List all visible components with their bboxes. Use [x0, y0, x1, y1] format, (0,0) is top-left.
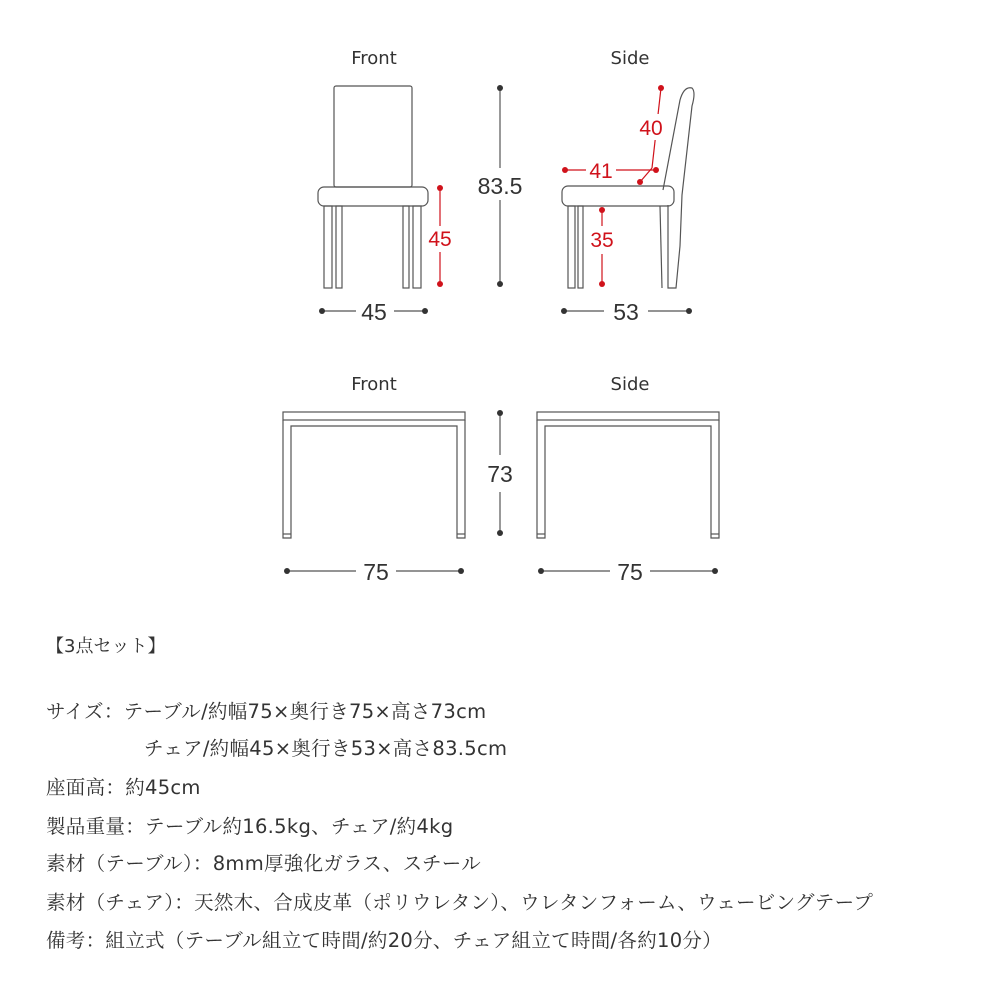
spec-material-chair — [46, 887, 873, 915]
spec-size-chair-value: チェア/約幅45×奥行き53×高さ83.5cm — [144, 737, 508, 760]
table-side-width-dim — [538, 559, 718, 585]
chair-side-seat-depth-value: 41 — [589, 160, 613, 183]
chair-side-seat-height-value: 35 — [590, 229, 614, 252]
chair-side-drawing — [562, 88, 694, 288]
chair-side-seat-height-dim — [590, 207, 613, 287]
chair-front-label: Front — [351, 48, 397, 69]
table-side-drawing — [537, 412, 719, 538]
table-front-top — [283, 412, 465, 420]
chair-side-back-height-value: 40 — [639, 117, 663, 140]
spec-seat-height — [46, 772, 201, 800]
spec-weight-value: テーブル約16.5kg、チェア/約4kg — [145, 815, 454, 838]
chair-front-leg-left-outer — [324, 206, 332, 288]
chair-total-height-dim — [478, 85, 523, 287]
chair-side-seat-depth-dim — [562, 160, 659, 183]
table-front-label: Front — [351, 374, 397, 395]
table-side-frame — [537, 420, 719, 538]
spec-size-table — [46, 696, 486, 724]
table-height-dim — [487, 410, 513, 536]
spec-seat-height-label: 座面高： — [46, 776, 126, 799]
chair-front-width-value: 45 — [361, 299, 387, 325]
chair-side-seat — [562, 186, 674, 206]
chair-front-leg-right-outer — [413, 206, 421, 288]
chair-front-width-dim — [319, 299, 428, 325]
chair-front-drawing — [318, 86, 428, 288]
table-front-frame — [283, 420, 465, 538]
table-front-width-dim — [284, 559, 464, 585]
chair-side-label: Side — [610, 48, 650, 69]
table-front-drawing — [283, 412, 465, 538]
spec-material-chair-label: 素材（チェア）： — [46, 891, 195, 914]
spec-weight-label: 製品重量： — [46, 815, 146, 838]
chair-side-front-leg-inner — [578, 206, 583, 288]
chair-front-leg-left-inner — [336, 206, 342, 288]
chair-front-leg-right-inner — [403, 206, 409, 288]
chair-side-backrest — [663, 88, 694, 288]
spec-material-table-value: 8mm厚強化ガラス、スチール — [212, 852, 482, 875]
spec-size-chair — [144, 733, 507, 761]
spec-weight — [46, 811, 453, 839]
chair-side-front-leg-outer — [568, 206, 575, 288]
chair-total-height-value: 83.5 — [477, 173, 523, 199]
table-front-width-value: 75 — [363, 559, 389, 585]
spec-notes — [46, 925, 722, 953]
spec-size-label: サイズ： — [46, 700, 124, 723]
chair-front-seat-height-dim — [424, 185, 456, 287]
spec-seat-height-value: 約45cm — [125, 776, 201, 799]
spec-material-table-label: 素材（テーブル）： — [46, 852, 213, 875]
chair-side-depth-value: 53 — [613, 299, 639, 325]
chair-side-depth-dim — [561, 299, 692, 325]
spec-material-chair-value: 天然木、合成皮革（ポリウレタン）、ウレタンフォーム、ウェービングテープ — [194, 891, 874, 914]
spec-size-table-value: テーブル/約幅75×奥行き75×高さ73cm — [123, 700, 487, 723]
spec-notes-label: 備考： — [46, 929, 106, 952]
table-height-value: 73 — [487, 461, 513, 487]
chair-front-backrest — [334, 86, 412, 187]
set-title: 【3点セット】 — [46, 636, 166, 657]
spec-notes-value: 組立式（テーブル組立て時間/約20分、チェア組立て時間/各約10分） — [105, 929, 723, 952]
spec-material-table — [46, 848, 481, 876]
chair-front-seat-height-value: 45 — [428, 228, 452, 251]
chair-front-seat — [318, 187, 428, 206]
table-side-width-value: 75 — [617, 559, 643, 585]
table-side-top — [537, 412, 719, 420]
table-side-label: Side — [610, 374, 650, 395]
